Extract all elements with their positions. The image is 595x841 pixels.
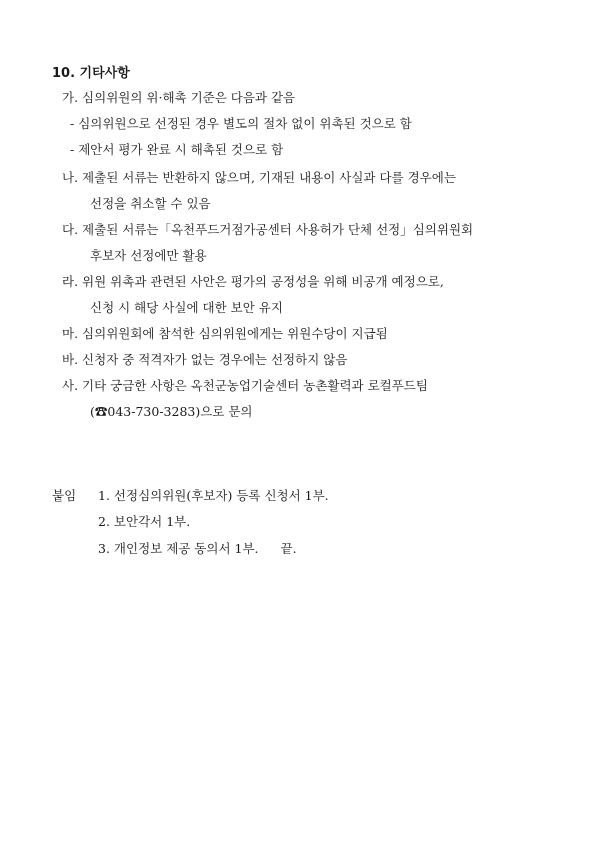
section-heading: 10. 기타사항 — [52, 66, 130, 81]
item-text: 제출된 서류는 반환하지 않으며, 기재된 내용이 사실과 다를 경우에는 — [82, 170, 456, 185]
attachment-item — [98, 488, 329, 504]
attachment-number: 3. — [98, 541, 110, 556]
attachments-label: 붙임 — [52, 488, 77, 503]
item-text: 심의위원으로 선정된 경우 별도의 절차 없이 위촉된 것으로 함 — [78, 116, 412, 131]
list-item-continuation: 선정을 취소할 수 있음 — [90, 196, 211, 211]
item-text: 기타 궁금한 사항은 옥천군농업기술센터 농촌활력과 로컬푸드팀 — [82, 378, 428, 393]
list-item — [62, 274, 444, 290]
item-text: 제출된 서류는「옥천푸드거점가공센터 사용허가 단체 선정」심의위원회 — [82, 222, 474, 237]
item-text: 심의위원회에 참석한 심의위원에게는 위원수당이 지급됨 — [82, 326, 388, 341]
list-item — [70, 142, 283, 158]
item-marker: 가. — [62, 90, 79, 105]
list-item-continuation: 후보자 선정에만 활용 — [90, 248, 207, 263]
attachment-number: 2. — [98, 514, 110, 529]
attachment-text: 선정심의위원(후보자) 등록 신청서 1부. — [113, 488, 329, 503]
list-item — [62, 222, 473, 238]
list-item — [62, 378, 428, 394]
attachment-number: 1. — [98, 488, 110, 503]
item-marker: 다. — [62, 222, 79, 237]
item-marker: - — [70, 142, 75, 157]
item-marker: 바. — [62, 352, 79, 367]
list-item — [62, 326, 388, 342]
item-marker: - — [70, 116, 75, 131]
list-item-continuation: 신청 시 해당 사실에 대한 보안 유지 — [90, 300, 283, 315]
item-text: 제안서 평가 완료 시 해촉된 것으로 함 — [78, 142, 284, 157]
item-text: 신청자 중 적격자가 없는 경우에는 선정하지 않음 — [82, 352, 348, 367]
attachment-text: 보안각서 1부. — [113, 514, 191, 529]
list-item — [62, 170, 456, 186]
item-text: 위원 위촉과 관련된 사안은 평가의 공정성을 위해 비공개 예정으로, — [82, 274, 444, 289]
item-marker: 사. — [62, 378, 79, 393]
attachment-item — [98, 541, 297, 557]
list-item — [62, 352, 347, 368]
list-item-continuation: (☎043-730-3283)으로 문의 — [90, 404, 253, 419]
attachment-item — [98, 514, 190, 530]
attachment-text: 개인정보 제공 동의서 1부. — [113, 541, 259, 556]
item-marker: 라. — [62, 274, 79, 289]
end-mark: 끝. — [280, 541, 297, 556]
list-item — [62, 90, 295, 106]
item-marker: 나. — [62, 170, 79, 185]
list-item — [70, 116, 412, 132]
item-marker: 마. — [62, 326, 79, 341]
item-text: 심의위원의 위·해촉 기준은 다음과 같음 — [82, 90, 296, 105]
